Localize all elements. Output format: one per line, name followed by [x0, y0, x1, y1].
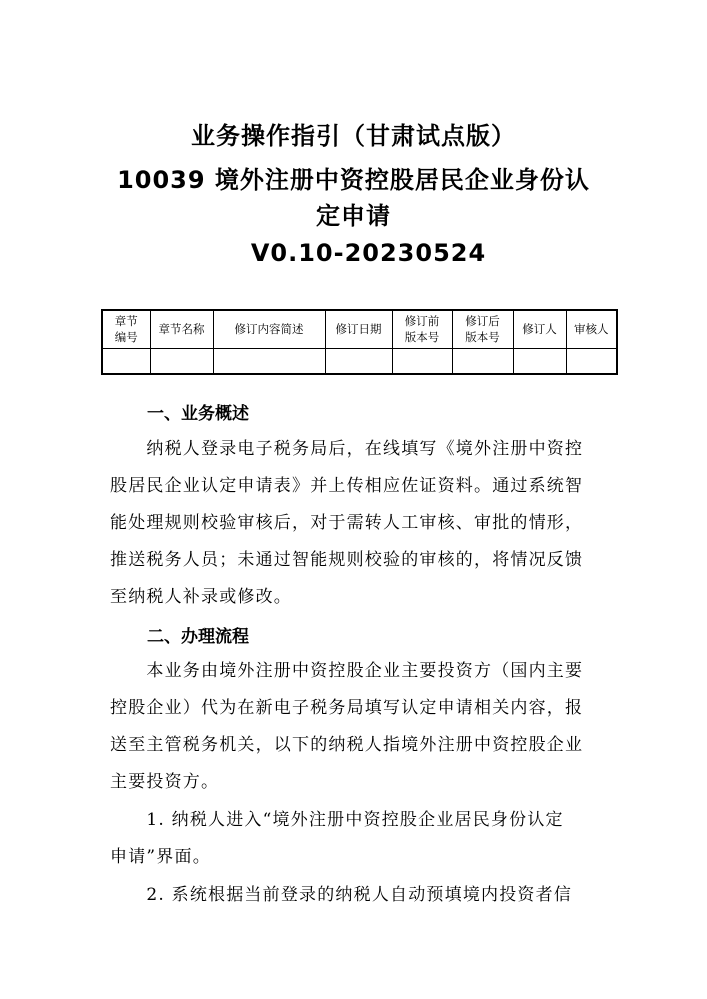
header-text: 修订人: [522, 322, 557, 337]
header-section-name: [150, 310, 213, 348]
table-row: [102, 348, 617, 374]
header-text: 编号: [114, 330, 138, 345]
header-revision-date: [325, 310, 392, 348]
table-cell: [213, 348, 325, 374]
paragraph-line: 推送税务人员；未通过智能规则校验的审核的，将情况反馈: [110, 550, 584, 570]
header-approver: [566, 310, 617, 348]
table-cell: [325, 348, 392, 374]
paragraph-line: 送至主管税务机关，以下的纳税人指境外注册中资控股企业: [110, 735, 584, 755]
document-title-line-1: 业务操作指引（甘肃试点版）: [191, 122, 516, 150]
header-reviser: [513, 310, 566, 348]
overview-paragraph: [110, 431, 605, 616]
header-text: 修订内容简述: [234, 322, 304, 337]
table-cell: [392, 348, 452, 374]
paragraph-line: 纳税人登录电子税务局后，在线填写《境外注册中资控: [110, 439, 584, 459]
header-text: 章节: [114, 314, 138, 329]
paragraph-line: 控股企业）代为在新电子税务局填写认定申请相关内容，报: [110, 698, 584, 718]
paragraph-line: 主要投资方。: [110, 772, 220, 792]
paragraph-line: 2. 系统根据当前登录的纳税人自动预填境内投资者信: [110, 885, 573, 905]
header-text: 版本号: [404, 330, 440, 345]
section-heading-process: 二、办理流程: [147, 627, 249, 647]
process-step-1: [110, 802, 605, 876]
header-text: 修订日期: [335, 322, 382, 337]
header-version-before: [392, 310, 452, 348]
document-title-line-3: 定申请: [316, 202, 391, 230]
header-text: 审核人: [574, 322, 609, 337]
document-version: V0.10-20230524: [250, 239, 487, 267]
paragraph-line: 申请”界面。: [110, 847, 211, 867]
header-text: 修订前: [404, 314, 440, 329]
table-cell: [513, 348, 566, 374]
table-cell: [566, 348, 617, 374]
process-paragraph: [110, 653, 605, 801]
paragraph-line: 本业务由境外注册中资控股企业主要投资方（国内主要: [110, 661, 584, 681]
table-cell: [102, 348, 150, 374]
header-text: 版本号: [465, 330, 500, 345]
paragraph-line: 1. 纳税人进入“境外注册中资控股企业居民身份认定: [110, 810, 564, 830]
section-heading-overview: 一、业务概述: [147, 404, 249, 424]
paragraph-line: 股居民企业认定申请表》并上传相应佐证资料。通过系统智: [110, 476, 584, 496]
header-text: 章节名称: [158, 322, 205, 337]
header-section-number: [102, 310, 150, 348]
process-step-2: [110, 877, 605, 914]
paragraph-line: 能处理规则校验审核后，对于需转人工审核、审批的情形，: [110, 513, 584, 533]
table-cell: [452, 348, 513, 374]
table-header-row: [102, 310, 617, 348]
paragraph-line: 至纳税人补录或修改。: [110, 587, 292, 607]
table-cell: [150, 348, 213, 374]
header-version-after: [452, 310, 513, 348]
revision-history-table: [101, 309, 618, 375]
document-title-line-2: 10039 境外注册中资控股居民企业身份认: [117, 166, 590, 194]
header-revision-summary: [213, 310, 325, 348]
header-text: 修订后: [465, 314, 500, 329]
